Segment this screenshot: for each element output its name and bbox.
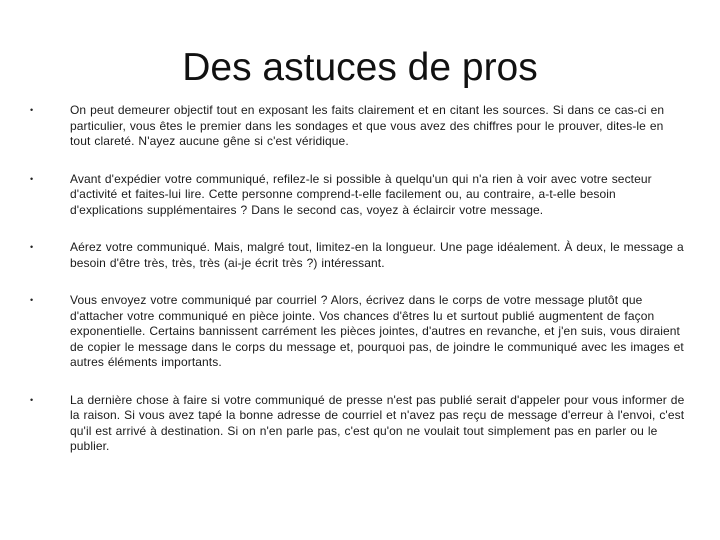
bullet-text: Aérez votre communiqué. Mais, malgré tout, limitez-en la longueur. Une page idéalement. À deux, le message a besoin d'être très, très, très (ai-je écrit très ?) intéressant. — [70, 240, 684, 270]
bullet-item-3 — [30, 240, 686, 271]
slide-title: Des astuces de pros — [182, 46, 538, 89]
bullet-dot-icon: • — [30, 173, 34, 184]
bullet-dot-icon: • — [30, 295, 34, 305]
bullet-text: Vous envoyez votre communiqué par courriel ? Alors, écrivez dans le corps de votre message plutôt que d'attacher votre communiqué en pièce jointe. Vos chances d'êtres lu et surtout publié augmentent de façon exponentielle. Certains bannissent carrément les pièces jointes, d'autres en revanche, et j'en suis, vous diraient de copier le message dans le corps du message et, pourquoi pas, de joindre le communiqué avec les images et autres éléments importants. — [70, 293, 684, 369]
bullet-dot-icon: • — [30, 105, 34, 115]
bullet-list — [30, 103, 686, 455]
bullet-item-2 — [30, 172, 686, 219]
bullet-dot-icon: • — [30, 394, 34, 405]
bullet-text: La dernière chose à faire si votre communiqué de presse n'est pas publié serait d'appeler pour vous informer de la raison. Si vous avez tapé la bonne adresse de courriel et n'avez pas reçu de message d'erreur à l'envoi, c'est qu'il est arrivé à destination. Si on n'en parle pas, c'est qu'on ne voulait tout simplement pas en parler ou le publier. — [70, 392, 685, 453]
bullet-item-5 — [30, 393, 686, 455]
bullet-dot-icon: • — [30, 242, 34, 252]
bullet-text: On peut demeurer objectif tout en exposant les faits clairement et en citant les sources. Si dans ce cas-ci en particulier, vous êtes le premier dans les sondages et que vous avez des chiffres pour le prouver, dites-le en tout clareté. N'ayez aucune gêne si c'est véridique. — [70, 103, 665, 148]
bullet-text: Avant d'expédier votre communiqué, refilez-le si possible à quelqu'un qui n'a rien à voir avec votre secteur d'activité et faites-lui lire. Cette personne comprend-t-elle facilement ou, au contraire, a-t-elle besoin d'explications supplémentaires ? Dans le second cas, voyez à éclaircir votre message. — [70, 171, 652, 217]
bullet-item-4 — [30, 293, 686, 371]
bullet-item-1 — [30, 103, 686, 150]
